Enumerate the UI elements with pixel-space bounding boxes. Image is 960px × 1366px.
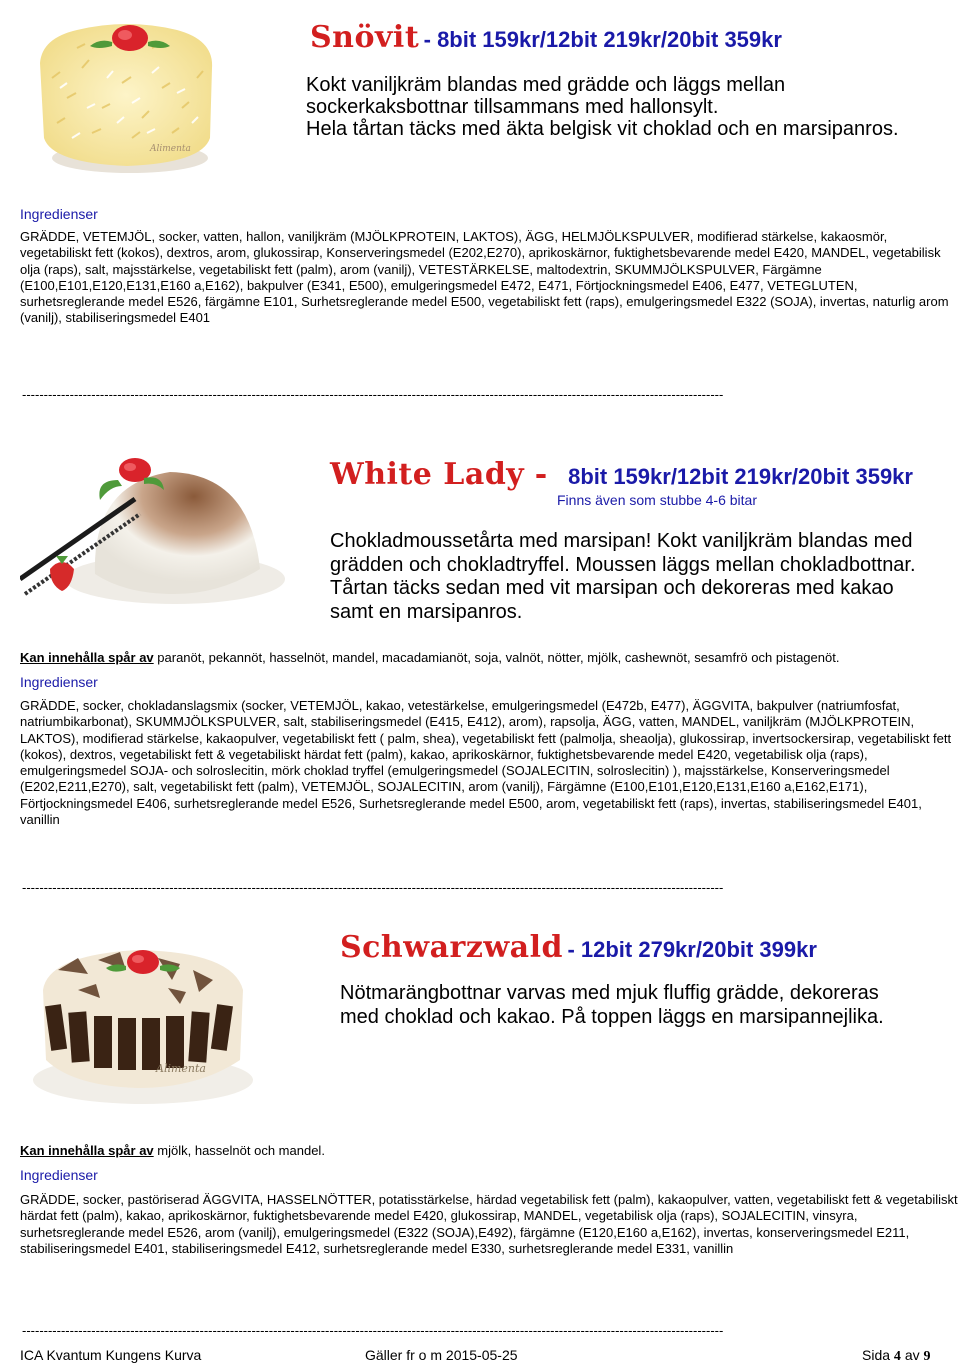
white-lady-ingredients-heading: Ingredienser	[20, 674, 98, 690]
footer-valid-date: Gäller fr o m 2015-05-25	[365, 1347, 518, 1363]
white-lady-heading	[330, 457, 913, 492]
snovit-ingredients-text: GRÄDDE, VETEMJÖL, socker, vatten, hallon, vaniljkräm (MJÖLKPROTEIN, LAKTOS), ÄGG, HELMJÖLKSPULVER, modifierad stärkelse, kakaosmör, vegetabiliskt fett (kokos), dextros, arom, glukossirap, Konserveringsmedel (E202,E270), aprikoskärnor, fuktighetsbevarende medel E420, MANDEL, vegetabilisk olja (raps), salt, majsstärkelse, vegetabiliskt fett (palm), arom (vanilj), VETESTÄRKELSE, maltodextrin, SKUMMJÖLKSPULVER, Färgämne (E100,E101,E120,E131,E160 a,E162), bakpulver (E341, E500), emulgeringsmedel E472, E471, Förtjockningsmedel E406, E477, VETEGLUTEN, surhetsreglerande medel E526, färgämne E101, Surhetsreglerande medel E500, vegetabiliskt fett (raps), emulgeringsmedel E322 (SOJA), invertas, naturlig arom (vanilj), stabiliseringsmedel E401	[20, 229, 949, 326]
schwarzwald-ingredients-text: GRÄDDE, socker, pastöriserad ÄGGVITA, HASSELNÖTTER, potatisstärkelse, härdad vegetabilisk fett (palm), kakaopulver, vatten, vegetabiliskt fett & vegetabiliskt härdat fett (palm), kakao, aprikoskärnor, fuktighetsbevarende medel E420, glukossirap, MANDEL, vegetabilisk olja (raps), SOJALECITIN, vinsyra, surhetsreglerande medel E526, arom (vanilj), emulgeringsmedel (E322 (SOJA),E492), färgämne (E120,E160 a,E162), invertas, konserveringsmedel E211, stabiliseringsmedel E401, stabiliseringsmedel E412, surhetsreglerande medel E330, surhetsreglerande medel E331, vanillin	[20, 1192, 958, 1256]
separator-2: ------------------------------------------------------------------------------------------------------------------------------------------------------------------	[22, 880, 724, 895]
snovit-heading	[310, 20, 782, 55]
snovit-name: Snövit	[310, 20, 420, 55]
snovit-cake-image	[32, 8, 217, 176]
footer-page-prefix: Sida	[862, 1347, 891, 1363]
schwarzwald-description: Nötmarängbottnar varvas med mjuk fluffig grädde, dekoreras med choklad och kakao. På toppen läggs en marsipannejlika.	[340, 982, 884, 1028]
schwarzwald-name: Schwarzwald	[340, 930, 563, 965]
white-lady-trace-line	[20, 650, 955, 666]
separator-1: ------------------------------------------------------------------------------------------------------------------------------------------------------------------	[22, 387, 724, 402]
white-lady-dash: -	[534, 457, 548, 492]
schwarzwald-ingredients-heading: Ingredienser	[20, 1167, 98, 1183]
white-lady-price: 8bit 159kr/12bit 219kr/20bit 359kr	[568, 464, 913, 489]
footer-page-number: 4	[893, 1349, 901, 1364]
footer-store-name: ICA Kvantum Kungens Kurva	[20, 1347, 202, 1363]
footer-page-of: av	[904, 1347, 920, 1363]
snovit-description: Kokt vaniljkräm blandas med grädde och läggs mellan sockerkaksbottnar tillsammans med hallonsylt. Hela tårtan täcks med äkta belgisk vit choklad och en marsipanros.	[306, 74, 899, 140]
white-lady-description: Chokladmoussetårta med marsipan! Kokt vaniljkräm blandas med grädden och chokladtryffel. Moussen läggs mellan chokladbottnar. Tårtan täcks sedan med vit marsipan och dekoreras med kakao samt en marsipanros.	[330, 530, 916, 623]
white-lady-trace-label: Kan innehålla spår av	[20, 650, 154, 665]
footer-page-total: 9	[923, 1349, 931, 1364]
white-lady-ingredients-text: GRÄDDE, socker, chokladanslagsmix (socker, VETEMJÖL, kakao, vetestärkelse, emulgeringsmedel (E472b, E477), ÄGGVITA, bakpulver (natriumfosfat, natriumbikarbonat), SKUMMJÖLKSPULVER, salt, stabiliseringsmedel (E415, E412), arom), rapsolja, ÄGG, vatten, MANDEL, vaniljkräm (MJÖLKPROTEIN, LAKTOS), modifierad stärkelse, kakaopulver, vegetabiliskt fett ( palm, shea), vegetabiliskt fett (palmolja, sheaolja), glukossirap, invertsockersirap, vegetabiliskt fett (kokos), dextros, vegetabiliskt fett & vegetabiliskt härdat fett (palm), kakao, aprikoskärnor, fuktighetsbevarende medel E420, vegetabilisk olja (raps), emulgeringsmedel SOJA- och solroslecitin, mörk choklad tryffel (emulgeringsmedel (SOJALECITIN, solroslecitin) ), majsstärkelse, Konserveringsmedel (E202,E211,E270), salt, vegetabiliskt fett (palm), VETEMJÖL, SOJALECITIN, arom (vanilj), Färgämne (E100,E101,E120,E131,E160 a,E162,E171), Förtjockningsmedel E406, surhetsreglerande medel E526, Surhetsreglerande medel E500, arom, vegetabiliskt fett (raps), invertas, stabiliseringsmedel E401, vanillin	[20, 698, 952, 828]
svg-text:Alimenta: Alimenta	[150, 144, 191, 154]
snovit-ingredients-heading: Ingredienser	[20, 206, 98, 222]
snovit-price: - 8bit 159kr/12bit 219kr/20bit 359kr	[423, 27, 782, 52]
schwarzwald-trace-label: Kan innehålla spår av	[20, 1143, 154, 1158]
white-lady-trace-text: paranöt, pekannöt, hasselnöt, mandel, macadamianöt, soja, valnöt, nötter, mjölk, cashewnöt, sesamfrö och pistagenöt.	[153, 650, 840, 665]
schwarzwald-cake-image	[18, 920, 263, 1108]
footer-page-indicator	[862, 1347, 931, 1365]
white-lady-cake-image	[20, 444, 296, 612]
schwarzwald-trace-text: mjölk, hasselnöt och mandel.	[153, 1143, 325, 1158]
white-lady-name: White Lady	[330, 457, 525, 492]
schwarzwald-plate-brand: Alimenta	[156, 1062, 206, 1075]
separator-3: ------------------------------------------------------------------------------------------------------------------------------------------------------------------	[22, 1323, 724, 1338]
schwarzwald-price: - 12bit 279kr/20bit 399kr	[567, 937, 817, 962]
schwarzwald-trace-line	[20, 1143, 955, 1159]
schwarzwald-heading	[340, 930, 817, 965]
white-lady-stubbe-note: Finns även som stubbe 4-6 bitar	[557, 492, 757, 508]
